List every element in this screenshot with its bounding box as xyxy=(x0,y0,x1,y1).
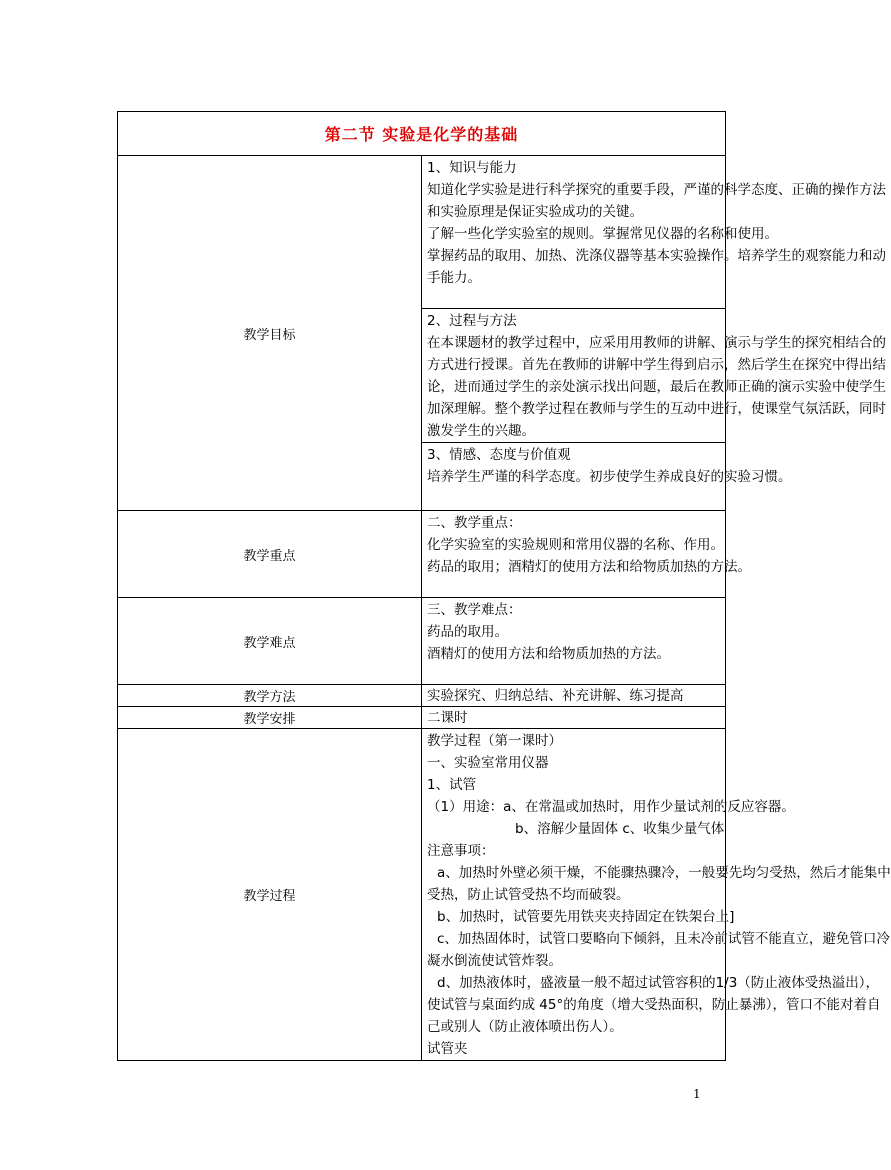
text-line: b、溶解少量固体 c、收集少量气体 xyxy=(515,821,725,837)
page-title: 第二节 实验是化学的基础 xyxy=(324,125,519,144)
text-line: 药品的取用；酒精灯的使用方法和给物质加热的方法。 xyxy=(427,559,751,575)
text-line: 使试管与桌面约成 45°的角度（增大受热面积，防止暴沸），管口不能对着自 xyxy=(427,997,881,1013)
text-line: 1、试管 xyxy=(427,777,477,793)
process-cell xyxy=(422,729,891,1061)
text-line: 试管夹 xyxy=(427,1041,468,1057)
text-line: 药品的取用。 xyxy=(427,624,508,640)
key-points-cell xyxy=(422,511,751,598)
process-label: 教学过程 xyxy=(118,729,422,1061)
arrangement-label: 教学安排 xyxy=(118,707,422,729)
text-line: （1）用途：a、在常温或加热时，用作少量试剂的反应容器。 xyxy=(427,799,795,815)
text-line: 己或别人（防止液体喷出伤人）。 xyxy=(427,1019,623,1035)
text-line: 2、过程与方法 xyxy=(427,313,517,329)
text-line: 和实验原理是保证实验成功的关键。 xyxy=(427,204,643,220)
text-line: 化学实验室的实验规则和常用仪器的名称、作用。 xyxy=(427,537,724,553)
text-line: 知道化学实验是进行科学探究的重要手段，严谨的科学态度、正确的操作方法 xyxy=(427,182,886,198)
methods-cell xyxy=(422,685,726,707)
text-line: 二课时 xyxy=(427,710,468,726)
text-line: b、加热时，试管要先用铁夹夹持固定在铁架台上] xyxy=(437,909,735,925)
objectives-knowledge-cell xyxy=(422,156,886,309)
objectives-label: 教学目标 xyxy=(118,156,422,511)
text-line: 受热，防止试管受热不均而破裂。 xyxy=(427,887,630,903)
methods-label: 教学方法 xyxy=(118,685,422,707)
text-line: 加深理解。整个教学过程在教师与学生的互动中进行，使课堂气氛活跃，同时 xyxy=(427,401,886,417)
text-line: 论，进而通过学生的亲处演示找出问题，最后在教师正确的演示实验中使学生 xyxy=(427,379,886,395)
key-points-label: 教学重点 xyxy=(118,511,422,598)
text-line: 教学过程（第一课时） xyxy=(427,733,562,749)
text-line: 激发学生的兴趣。 xyxy=(427,423,535,439)
text-line: c、加热固体时，试管口要略向下倾斜，且未冷前试管不能直立，避免管口冷 xyxy=(437,931,890,947)
lesson-plan-table xyxy=(117,111,891,1061)
title-cell xyxy=(118,112,726,156)
objectives-process-cell xyxy=(422,309,886,443)
text-line: 了解一些化学实验室的规则。掌握常见仪器的名称和使用。 xyxy=(427,226,778,242)
text-line: 手能力。 xyxy=(427,270,481,286)
text-line: 掌握药品的取用、加热、洗涤仪器等基本实验操作。培养学生的观察能力和动 xyxy=(427,248,886,264)
text-line: 凝水倒流使试管炸裂。 xyxy=(427,953,562,969)
text-line: a、加热时外壁必须干燥，不能骤热骤冷，一般要先均匀受热，然后才能集中 xyxy=(437,865,891,881)
difficulties-cell xyxy=(422,598,726,685)
text-line: 1、知识与能力 xyxy=(427,160,517,176)
text-line: 二、教学重点： xyxy=(427,515,522,531)
difficulties-label: 教学难点 xyxy=(118,598,422,685)
text-line: 三、教学难点： xyxy=(427,602,522,618)
text-line: 酒精灯的使用方法和给物质加热的方法。 xyxy=(427,646,670,662)
text-line: 方式进行授课。首先在教师的讲解中学生得到启示，然后学生在探究中得出结 xyxy=(427,357,886,373)
text-line: 在本课题材的教学过程中，应采用用教师的讲解、演示与学生的探究相结合的 xyxy=(427,335,886,351)
objectives-attitude-cell xyxy=(422,443,792,511)
text-line: 培养学生严谨的科学态度。初步使学生养成良好的实验习惯。 xyxy=(427,469,792,485)
text-line: 3、情感、态度与价值观 xyxy=(427,447,571,463)
text-line: d、加热液体时，盛液量一般不超过试管容积的1/3（防止液体受热溢出）， xyxy=(437,975,880,991)
page-number: 1 xyxy=(693,1087,701,1101)
text-line: 一、实验室常用仪器 xyxy=(427,755,549,771)
text-line: 实验探究、归纳总结、补充讲解、练习提高 xyxy=(427,688,684,704)
arrangement-cell xyxy=(422,707,726,729)
text-line: 注意事项： xyxy=(427,843,495,859)
